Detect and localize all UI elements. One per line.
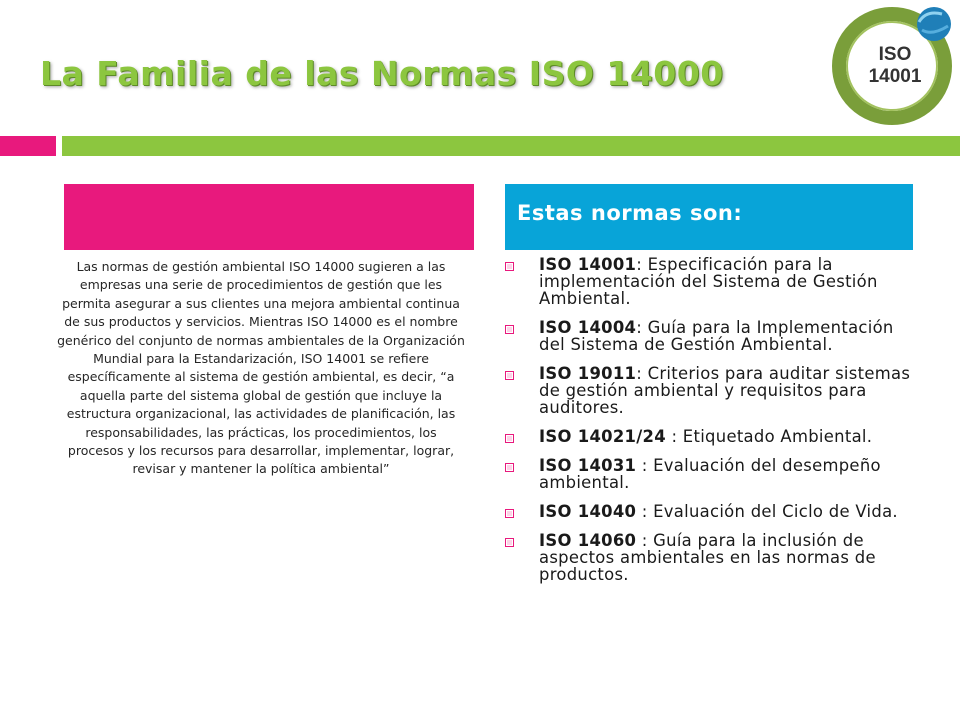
norm-code: ISO 14001 xyxy=(539,255,637,274)
norm-description: : Especificación para la implementación del Sistema de Gestión Ambiental. xyxy=(539,255,878,308)
norm-code: ISO 14004 xyxy=(539,318,637,337)
accent-bar-pink xyxy=(0,136,56,156)
norm-description: : Evaluación del desempeño ambiental. xyxy=(539,456,881,492)
left-header-bar xyxy=(64,184,474,250)
norm-description: : Etiquetado Ambiental. xyxy=(665,427,873,446)
square-bullet-icon xyxy=(505,371,514,380)
norm-description: : Guía para la inclusión de aspectos ambientales en las normas de productos. xyxy=(539,531,876,584)
list-item xyxy=(505,503,925,520)
square-bullet-icon xyxy=(505,434,514,443)
square-bullet-icon xyxy=(505,538,514,547)
list-item xyxy=(505,457,925,491)
accent-bar-green xyxy=(62,136,960,156)
norm-description: : Guía para la Implementación del Sistema de Gestión Ambiental. xyxy=(539,318,894,354)
iso-14001-logo xyxy=(826,2,956,126)
norm-code: ISO 14040 xyxy=(539,502,637,521)
list-item xyxy=(505,532,925,583)
description-paragraph: Las normas de gestión ambiental ISO 14000 sugieren a las empresas una serie de procedimientos de gestión que les permita asegurar a sus clientes una mejora ambiental continua de sus productos y servicios. Mientras ISO 14000 es el nombre genérico del conjunto de normas ambientales de la Organización Mundial para la Estandarización, ISO 14001 se refiere específicamente al sistema de gestión ambiental, es decir, “a aquella parte del sistema global de gestión que incluye la estructura organizacional, las actividades de planificación, las responsabilidades, las prácticas, los procedimientos, los procesos y los recursos para desarrollar, implementar, lograr, revisar y mantener la política ambiental” xyxy=(57,259,465,477)
logo-line1: ISO xyxy=(878,44,912,65)
norms-list xyxy=(505,256,925,583)
logo-line2: 14001 xyxy=(868,66,922,87)
square-bullet-icon xyxy=(505,509,514,518)
square-bullet-icon xyxy=(505,325,514,334)
square-bullet-icon xyxy=(505,463,514,472)
right-header-text: Estas normas son: xyxy=(517,201,743,225)
norm-description: : Criterios para auditar sistemas de gestión ambiental y requisitos para auditores. xyxy=(539,364,911,417)
slide-title: La Familia de las Normas ISO 14000 xyxy=(40,54,724,93)
norm-code: ISO 14021/24 xyxy=(539,427,666,446)
norm-code: ISO 14031 xyxy=(539,456,637,475)
list-item xyxy=(505,365,925,416)
list-item xyxy=(505,319,925,353)
norm-code: ISO 19011 xyxy=(539,364,637,383)
list-item xyxy=(505,428,925,445)
square-bullet-icon xyxy=(505,262,514,271)
norm-description: : Evaluación del Ciclo de Vida. xyxy=(636,502,898,521)
list-item xyxy=(505,256,925,307)
right-header-bar xyxy=(505,184,913,250)
norm-code: ISO 14060 xyxy=(539,531,637,550)
